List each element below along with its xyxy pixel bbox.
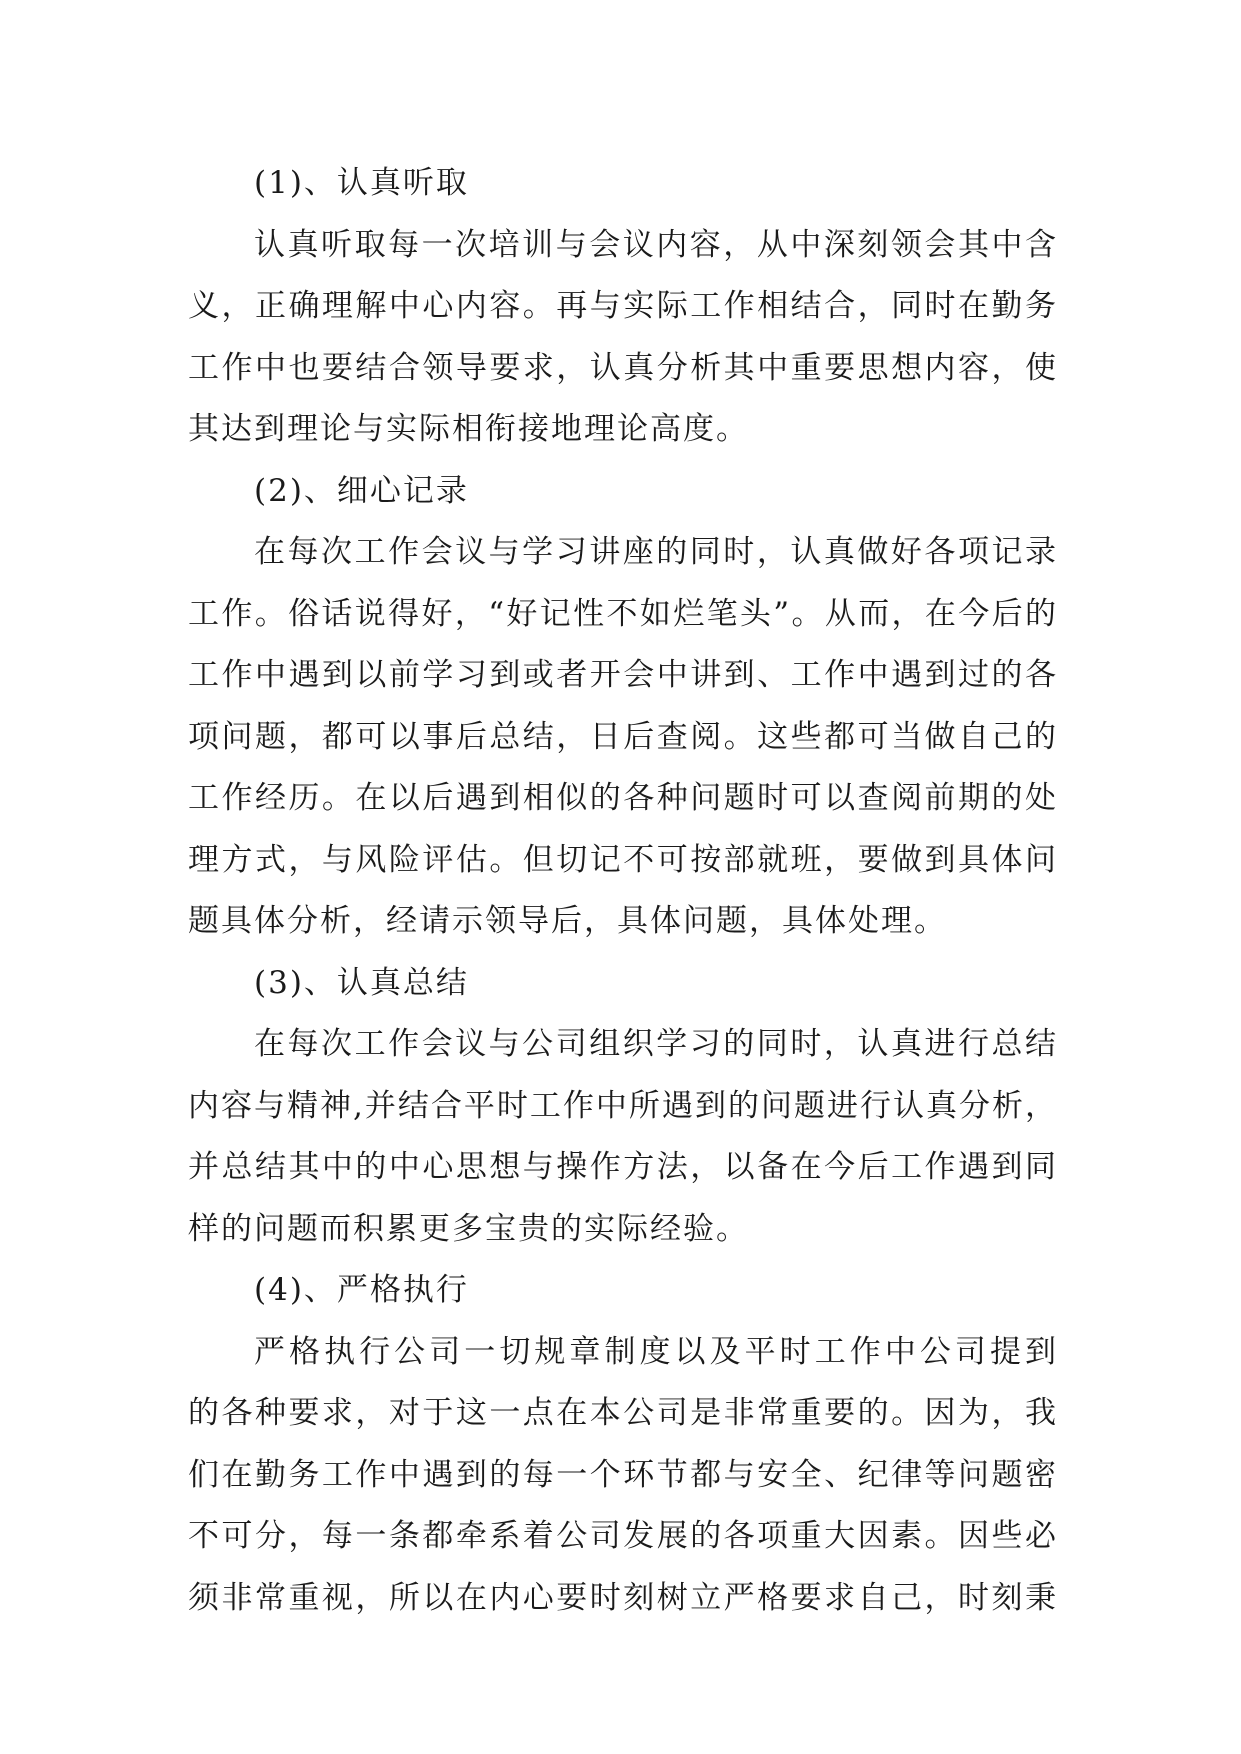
section-listen bbox=[188, 153, 1058, 461]
section-summarize bbox=[188, 953, 1058, 1261]
section-heading: (3)、认真总结 bbox=[254, 964, 469, 1001]
paragraph-line: 们在勤务工作中遇到的每一个环节都与安全、纪律等问题密 bbox=[188, 1456, 1058, 1493]
paragraph-line: 工作中遇到以前学习到或者开会中讲到、工作中遇到过的各 bbox=[188, 657, 1058, 693]
section-heading: (2)、细心记录 bbox=[254, 472, 469, 509]
paragraph-line: 题具体分析，经请示领导后，具体问题，具体处理。 bbox=[188, 903, 947, 939]
paragraph-line: 样的问题而积累更多宝贵的实际经验。 bbox=[188, 1210, 749, 1247]
section-heading: (1)、认真听取 bbox=[254, 165, 469, 201]
paragraph-line: 在每次工作会议与学习讲座的同时，认真做好各项记录 bbox=[254, 534, 1058, 570]
paragraph-line: 工作。俗话说得好，“好记性不如烂笔头”。从而，在今后的 bbox=[188, 595, 1058, 632]
paragraph-line: 理方式，与风险评估。但切记不可按部就班，要做到具体问 bbox=[188, 841, 1058, 878]
paragraph-line: 工作经历。在以后遇到相似的各种问题时可以查阅前期的处 bbox=[188, 780, 1058, 816]
paragraph-line: 并总结其中的中心思想与操作方法，以备在今后工作遇到同 bbox=[188, 1149, 1058, 1185]
paragraph-line: 内容与精神,并结合平时工作中所遇到的问题进行认真分析， bbox=[188, 1087, 1058, 1124]
paragraph-line: 认真听取每一次培训与会议内容，从中深刻领会其中含 bbox=[254, 226, 1058, 263]
section-execute bbox=[188, 1260, 1058, 1629]
paragraph-line: 义，正确理解中心内容。再与实际工作相结合，同时在勤务 bbox=[188, 288, 1058, 324]
document-body bbox=[188, 153, 1058, 1629]
paragraph-line: 的各种要求，对于这一点在本公司是非常重要的。因为，我 bbox=[188, 1395, 1058, 1431]
paragraph-line: 在每次工作会议与公司组织学习的同时，认真进行总结 bbox=[254, 1026, 1058, 1062]
paragraph-line: 严格执行公司一切规章制度以及平时工作中公司提到 bbox=[254, 1333, 1058, 1370]
paragraph-line: 项问题，都可以事后总结，日后查阅。这些都可当做自己的 bbox=[188, 718, 1058, 755]
paragraph-line: 其达到理论与实际相衔接地理论高度。 bbox=[188, 411, 749, 447]
section-heading: (4)、严格执行 bbox=[254, 1272, 469, 1308]
paragraph-line: 工作中也要结合领导要求，认真分析其中重要思想内容，使 bbox=[188, 349, 1058, 386]
paragraph-line: 须非常重视，所以在内心要时刻树立严格要求自己，时刻秉 bbox=[188, 1579, 1058, 1616]
section-record bbox=[188, 461, 1058, 953]
paragraph-line: 不可分，每一条都牵系着公司发展的各项重大因素。因些必 bbox=[188, 1518, 1058, 1554]
